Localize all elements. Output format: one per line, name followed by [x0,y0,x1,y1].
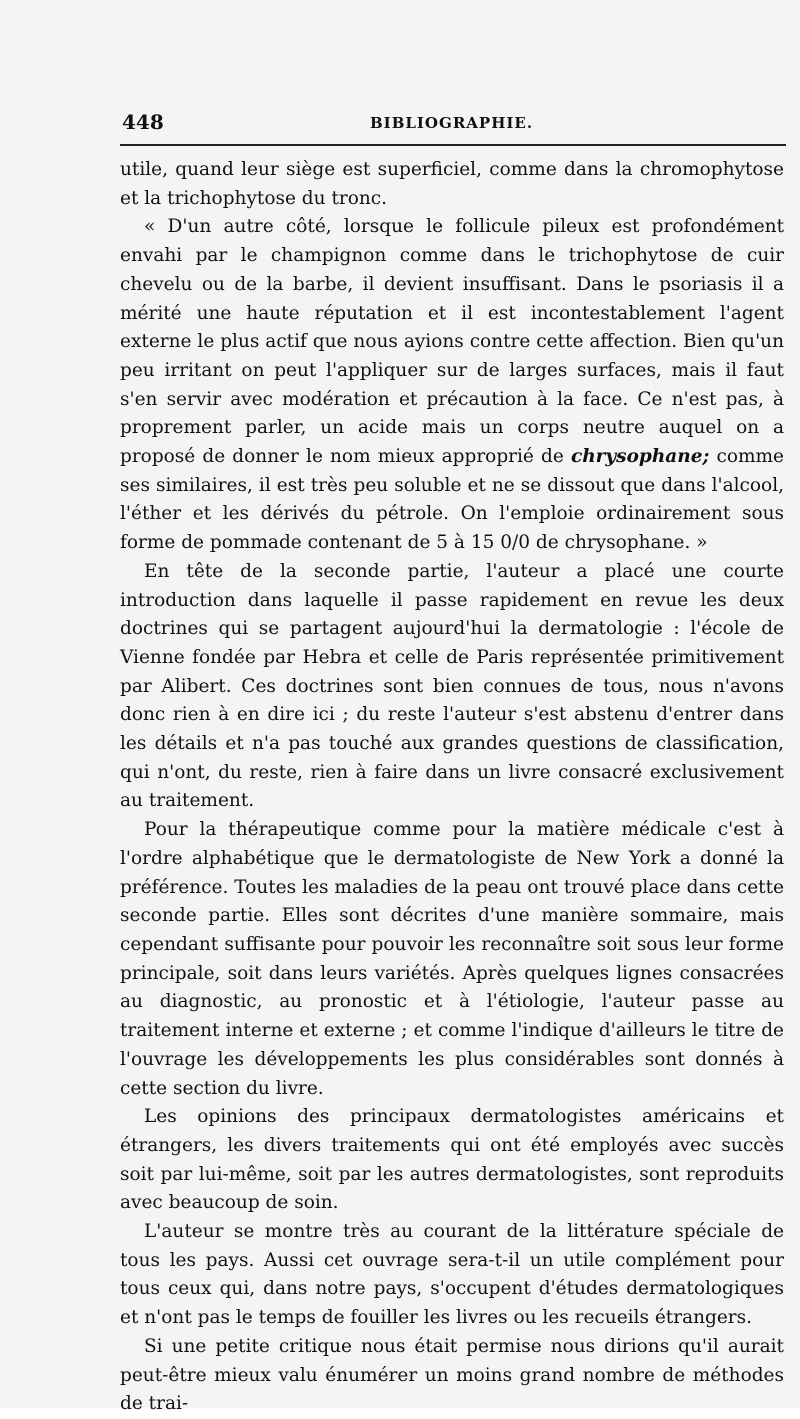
page-number: 448 [122,110,164,134]
paragraph-2-text-after: comme ses similaires, il est très peu soluble et ne se dissout que dans l'alcool, l'éther et les dérivés du pétrole. On l'emploie ordinairement sous forme de pommade contenant de 5 à 15 0/0 de chrysophane. » [120,446,784,554]
page-header [122,110,786,138]
paragraph-2-text-before: « D'un autre côté, lorsque le follicule pileux est profondément envahi par le champignon comme dans le trichophytose de cuir chevelu ou de la barbe, il devient insuffisant. Dans le psoriasis il a mérité une haute réputation et il est incontestablement l'agent externe le plus actif que nous ayions contre cette affection. Bien qu'un peu irritant on peut l'appliquer sur de larges surfaces, mais il faut s'en servir avec modération et précaution à la face. Ce n'est pas, à proprement parler, un acide mais un corps neutre auquel on a proposé de donner le nom mieux approprié de [120,216,784,468]
body-text [120,156,784,1419]
paragraph-1: utile, quand leur siège est superficiel, comme dans la chromophytose et la trichophytose du tronc. [120,159,784,209]
paragraph-3: En tête de la seconde partie, l'auteur a placé une courte introduction dans laquelle il passe rapidement en revue les deux doctrines qui se partagent aujourd'hui la dermatologie : l'école de Vienne fondée par Hebra et celle de Paris représentée primitivement par Alibert. Ces doctrines sont bien connues de tous, nous n'avons donc rien à en dire ici ; du reste l'auteur s'est abstenu d'entrer dans les détails et n'a pas touché aux grandes questions de classification, qui n'ont, du reste, rien à faire dans un livre consacré exclusivement au traitement. [120,560,784,812]
paragraph-4: Pour la thérapeutique comme pour la matière médicale c'est à l'ordre alphabétique que le dermatologiste de New York a donné la préférence. Toutes les maladies de la peau ont trouvé place dans cette seconde partie. Elles sont décrites d'une manière sommaire, mais cependant suffisante pour pouvoir les reconnaître soit sous leur forme principale, soit dans leurs variétés. Après quelques lignes consacrées au diagnostic, au pronostic et à l'étiologie, l'auteur passe au traitement interne et externe ; et comme l'indique d'ailleurs le titre de l'ouvrage les développements les plus considérables sont donnés à cette section du livre. [120,819,784,1099]
paragraph-6: L'auteur se montre très au courant de la littérature spéciale de tous les pays. Aussi cet ouvrage sera-t-il un utile complément pour tous ceux qui, dans notre pays, s'occupent d'études dermatologiques et n'ont pas le temps de fouiller les livres ou les recueils étrangers. [120,1221,784,1329]
paragraph-7: Si une petite critique nous était permise nous dirions qu'il aurait peut-être mieux valu énumérer un moins grand nombre de méthodes de trai- [120,1335,784,1415]
running-title: BIBLIOGRAPHIE. [370,114,534,132]
paragraph-2-emphasis: chrysophane; [570,446,710,468]
paragraph-2 [120,213,784,557]
header-rule [120,144,786,146]
paragraph-5: Les opinions des principaux dermatologistes américains et étrangers, les divers traitements qui ont été employés avec succès soit par lui-même, soit par les autres dermatologistes, sont reproduits avec beaucoup de soin. [120,1106,784,1214]
